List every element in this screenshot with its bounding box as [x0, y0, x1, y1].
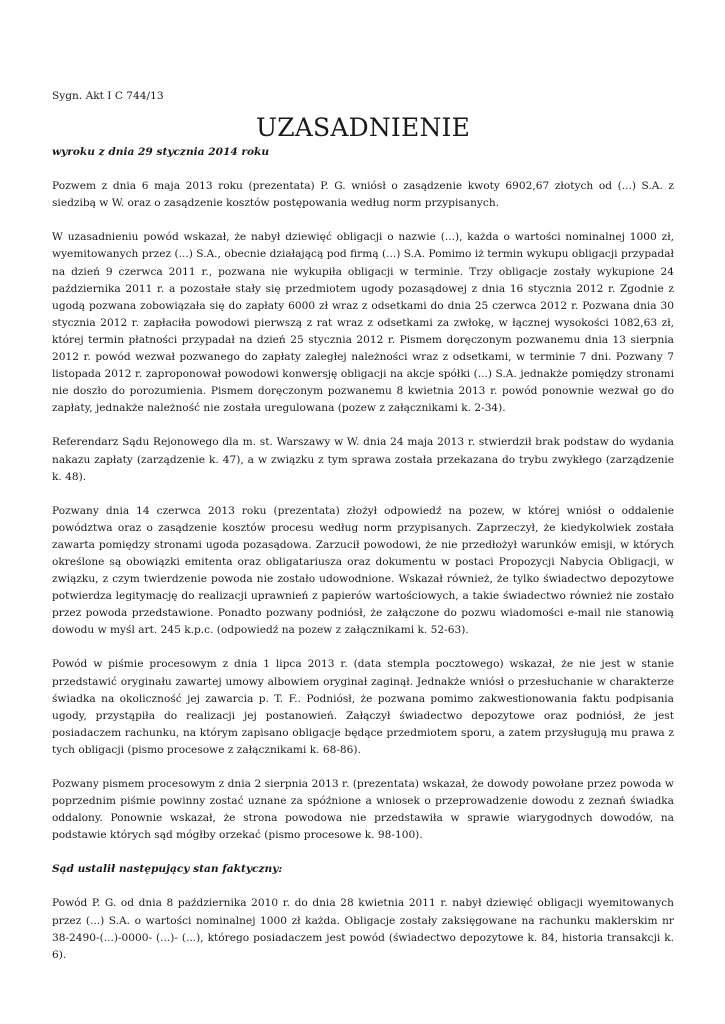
- paragraph-referendary: Referendarz Sądu Rejonowego dla m. st. Warszawy w W. dnia 24 maja 2013 r. stwierdził brak podstaw do wydania nakazu zapłaty (zarządzenie k. 47), a w związku z tym sprawa została przekazana do trybu zwykłego (zarządzenie k. 48).: [52, 436, 674, 483]
- section-heading-facts: Sąd ustalił następujący stan faktyczny:: [52, 863, 283, 876]
- paragraph-claim: Pozwem z dnia 6 maja 2013 roku (prezentata) P. G. wniósł o zasądzenie kwoty 6902,67 złotych od (...) S.A. z siedzibą w W. oraz o zasądzenie kosztów postępowania według norm przypisanych.: [52, 180, 674, 210]
- document-title: UZASADNIENIE: [255, 113, 471, 143]
- document-subtitle: wyroku z dnia 29 stycznia 2014 roku: [52, 146, 270, 159]
- paragraph-justification: W uzasadnieniu powód wskazał, że nabył dziewięć obligacji o nazwie (...), każda o wartości nominalnej 1000 zł, wyemitowanych przez (...) S.A., obecnie działającą pod firmą (...) S.A. Pomimo iż termin wykupu obligacji przypadał na dzień 9 czerwca 2011 r., pozwana nie wykupiła obligacji w terminie. Trzy obligacje zostały wykupione 24 października 2011 r. a pozostałe stały się przedmiotem ugody pozasądowej z dnia 16 stycznia 2012 r. Zgodnie z ugodą pozwana zobowiązała się do zapłaty 6000 zł wraz z odsetkami do dnia 25 czerwca 2012 r. Pozwana dnia 30 stycznia 2012 r. zapłaciła powodowi pierwszą z rat wraz z odsetkami za zwłokę, w łącznej wysokości 1082,63 zł, której termin płatności przypadał na dzień 25 stycznia 2012 r. Pismem doręczonym pozwanemu dnia 13 sierpnia 2012 r. powód wezwał pozwanego do zapłaty zaległej należności wraz z odsetkami, w terminie 7 dni. Pozwany 7 listopada 2012 r. zaproponował powodowi konwersję obligacji na akcje spółki (...) S.A. jednakże pomiędzy stronami nie doszło do porozumienia. Pismem doręczonym pozwanemu 8 kwietnia 2013 r. powód ponownie wezwał go do zapłaty, jednakże należność nie została uregulowana (pozew z załącznikami k. 2-34).: [52, 231, 674, 415]
- paragraph-defendant-pleading: Pozwany pismem procesowym z dnia 2 sierpnia 2013 r. (prezentata) wskazał, że dowody powołane przez powoda w poprzednim piśmie powinny zostać uznane za spóźnione a wniosek o przeprowadzenie dowodu z zeznań świadka oddalony. Ponownie wskazał, że strona powodowa nie przedstawiła w sprawie wiarygodnych dowodów, na podstawie których sąd mógłby orzekać (pismo procesowe k. 98-100).: [52, 778, 674, 842]
- paragraph-plaintiff-pleading: Powód w piśmie procesowym z dnia 1 lipca 2013 r. (data stempla pocztowego) wskazał, że nie jest w stanie przedstawić oryginału zawartej umowy albowiem oryginał zaginął. Jednakże wniósł o przesłuchanie w charakterze świadka na okoliczność jej zawarcia p. T. F.. Podniósł, że pozwana pomimo zakwestionowania faktu podpisania ugody, przystąpiła do realizacji jej postanowień. Załączył świadectwo depozytowe oraz podniósł, że jest posiadaczem rachunku, na którym zapisano obligacje będące przedmiotem sporu, a zatem przysługują mu prawa z tych obligacji (pismo procesowe z załącznikami k. 68-86).: [52, 658, 674, 756]
- paragraph-facts: Powód P. G. od dnia 8 października 2010 r. do dnia 28 kwietnia 2011 r. nabył dziewięć obligacji wyemitowanych przez (...) S.A. o wartości nominalnej 1000 zł każda. Obligacje zostały zaksięgowane na rachunku maklerskim nr 38-2490-(...)-0000- (...)- (...), którego posiadaczem jest powód (świadectwo depozytowe k. 84, historia transakcji k. 6).: [52, 897, 674, 961]
- case-number: Sygn. Akt I C 744/13: [52, 90, 164, 102]
- document-page: [52, 88, 674, 981]
- paragraph-defendant-response: Pozwany dnia 14 czerwca 2013 roku (prezentata) złożył odpowiedź na pozew, w której wniósł o oddalenie powództwa oraz o zasądzenie kosztów procesu według norm przypisanych. Zaprzeczył, że kiedykolwiek została zawarta pomiędzy stronami ugoda pozasądowa. Zarzucił powodowi, że nie przedłożył warunków emisji, w których określone są obowiązki emitenta oraz obligatariusza oraz dokumentu w postaci Propozycji Nabycia Obligacji, w związku, z czym twierdzenie powoda nie zostało udowodnione. Wskazał również, że tylko świadectwo depozytowe potwierdza legitymację do realizacji uprawnień z papierów wartościowych, a takie świadectwo również nie zostało przez powoda przedstawione. Ponadto pozwany podniósł, że załączone do pozwu wiadomości e-mail nie stanowią dowodu w myśl art. 245 k.p.c. (odpowiedź na pozew z załącznikami k. 52-63).: [52, 504, 674, 637]
